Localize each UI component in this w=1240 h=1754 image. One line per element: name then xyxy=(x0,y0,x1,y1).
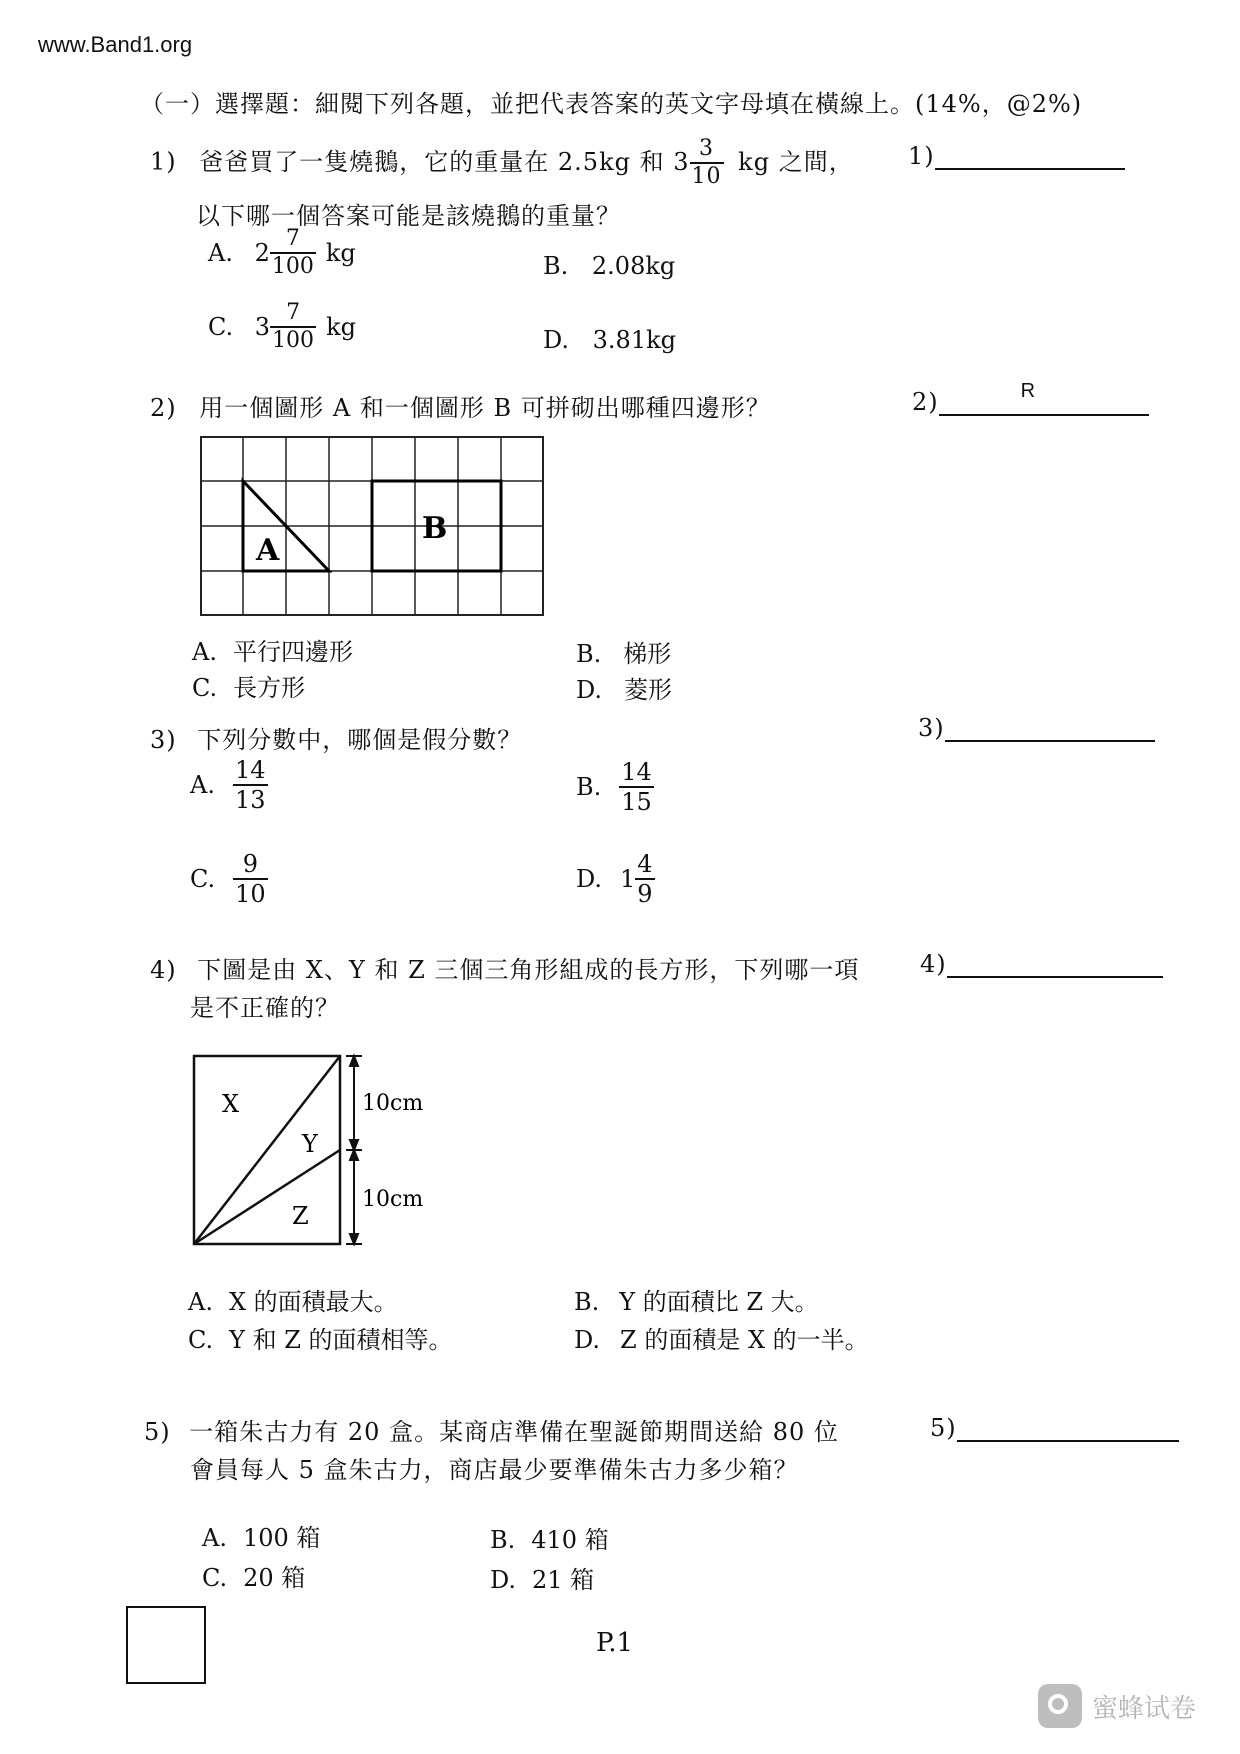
question-number: 4) xyxy=(150,956,177,984)
rectangle-figure xyxy=(188,1050,428,1250)
question-5-line2: 會員每人 5 盒朱古力，商店最少要準備朱古力多少箱？ xyxy=(190,1456,799,1484)
section-title: （一）選擇題：細閱下列各題，並把代表答案的英文字母填在橫線上。(14%，@2%) xyxy=(140,90,1083,118)
question-1-line2: 以下哪一個答案可能是該燒鵝的重量？ xyxy=(196,202,621,230)
answer-blank-3[interactable]: 3) xyxy=(918,712,1155,742)
score-box xyxy=(126,1606,206,1684)
answer-blank-2[interactable]: 2) R xyxy=(912,386,1149,416)
question-3: 3) 下列分數中，哪個是假分數？ xyxy=(150,726,523,754)
option-1a[interactable]: A. 2 $\frac{7}{100}$ kg xyxy=(208,226,356,279)
fraction-9-10: $\frac{9}{10}$ xyxy=(235,850,266,908)
question-1-text: 爸爸買了一隻燒鵝，它的重量在 2.5kg 和 3 xyxy=(199,147,690,176)
question-number: 1) xyxy=(150,147,177,176)
option-2a[interactable]: A. 平行四邊形 xyxy=(192,638,353,666)
fraction-14-15: $\frac{14}{15}$ xyxy=(621,758,652,816)
option-5c[interactable]: C. 20 箱 xyxy=(202,1564,306,1592)
option-3b[interactable]: B. $\frac{14}{15}$ xyxy=(576,758,652,816)
shape-b-label: B xyxy=(422,511,448,546)
option-5b[interactable]: B. 410 箱 xyxy=(490,1526,609,1554)
option-3c[interactable]: C. $\frac{9}{10}$ xyxy=(190,850,266,908)
diagonal-x xyxy=(194,1056,340,1244)
option-1d[interactable]: D. 3.81kg xyxy=(543,326,676,354)
option-4c[interactable]: C. Y 和 Z 的面積相等。 xyxy=(188,1326,453,1354)
question-2: 2) 用一個圖形 A 和一個圖形 B 可拼砌出哪種四邊形？ xyxy=(150,394,771,422)
question-number: 2) xyxy=(150,394,177,422)
answer-blank-5[interactable]: 5) xyxy=(930,1412,1179,1442)
label-y: Y xyxy=(302,1130,318,1158)
fraction-7-100: $\frac{7}{100}$ xyxy=(272,300,315,353)
option-1b[interactable]: B. 2.08kg xyxy=(543,252,676,280)
question-5: 5) 一箱朱古力有 20 盒。某商店準備在聖誕節期間送給 80 位 xyxy=(144,1418,839,1446)
question-number: 5) xyxy=(144,1418,171,1446)
option-2c[interactable]: C. 長方形 xyxy=(192,674,306,702)
grid-figure xyxy=(200,436,546,618)
question-4-line2: 是不正確的？ xyxy=(190,994,340,1022)
brand-logo-icon xyxy=(1038,1684,1082,1728)
brand-watermark: 蜜蜂试卷 xyxy=(1038,1684,1196,1728)
option-3d[interactable]: D. 1 $\frac{4}{9}$ xyxy=(576,850,653,908)
fraction-14-13: $\frac{14}{13}$ xyxy=(234,756,266,814)
option-3a[interactable]: A. $\frac{14}{13}$ xyxy=(190,756,266,814)
dimension-bottom: 10cm xyxy=(362,1187,424,1212)
shape-a-label: A xyxy=(256,533,280,568)
page-number: P.1 xyxy=(596,1628,634,1658)
site-watermark: www.Band1.org xyxy=(38,32,193,57)
handwritten-answer: R xyxy=(1020,380,1037,402)
option-4a[interactable]: A. X 的面積最大。 xyxy=(188,1288,398,1316)
diagonal-z xyxy=(194,1150,340,1244)
question-1: 1) 爸爸買了一隻燒鵝，它的重量在 2.5kg 和 3 $\frac{3}{10}$ kg 之間， xyxy=(150,136,854,189)
question-4: 4) 下圖是由 X、Y 和 Z 三個三角形組成的長方形，下列哪一項 xyxy=(150,956,860,984)
option-4b[interactable]: B. Y 的面積比 Z 大。 xyxy=(574,1288,819,1316)
fraction-1-4-9: $\frac{4}{9}$ xyxy=(637,850,653,908)
option-2b[interactable]: B. 梯形 xyxy=(576,640,672,668)
label-x: X xyxy=(222,1090,240,1118)
option-2d[interactable]: D. 菱形 xyxy=(576,676,673,704)
option-5d[interactable]: D. 21 箱 xyxy=(490,1566,595,1594)
label-z: Z xyxy=(292,1202,309,1230)
dimension-top: 10cm xyxy=(362,1091,424,1116)
question-number: 3) xyxy=(150,726,177,754)
option-4d[interactable]: D. Z 的面積是 X 的一半。 xyxy=(574,1326,869,1354)
option-5a[interactable]: A. 100 箱 xyxy=(202,1524,321,1552)
answer-blank-4[interactable]: 4) xyxy=(920,948,1163,978)
fraction-7-100: $\frac{7}{100}$ xyxy=(271,226,314,279)
option-1c[interactable]: C. 3 $\frac{7}{100}$ kg xyxy=(208,300,356,353)
answer-blank-1[interactable]: 1) xyxy=(908,142,1125,170)
fraction-3-10: $\frac{3}{10}$ xyxy=(691,136,722,189)
